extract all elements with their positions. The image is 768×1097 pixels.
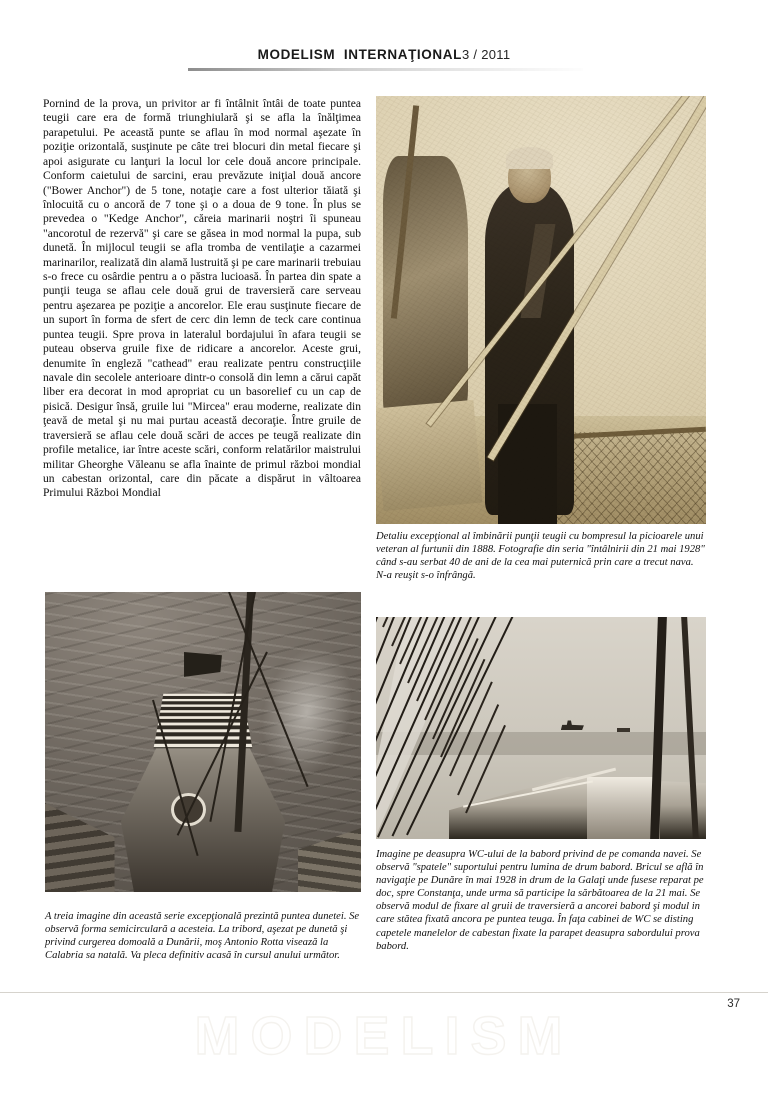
photo-deck-grating xyxy=(153,694,252,749)
photo-poop-deck xyxy=(45,592,361,892)
photo-wc-cabin xyxy=(587,777,660,839)
modelism-watermark: MODELISM xyxy=(194,1006,574,1066)
publication-title: MODELISM INTERNAŢIONAL xyxy=(257,47,462,62)
header-divider xyxy=(188,68,583,71)
caption-stern-photo: A treia imagine din această serie excepţională prezintă puntea dunetei. Se observă forma semicirculară a acesteia. La tribord, aşezat pe dunetă şi privind curgerea domoală a Dunării, moş Antonio Rotta visează la Calabria sa natală. Va pleca definitiv acasă în cursul anului următor. xyxy=(45,911,360,962)
photo-rigging-view xyxy=(376,617,706,839)
photo-veteran-on-deck xyxy=(376,96,706,524)
caption-veteran-photo: Detaliu excepţional al îmbinării punţii teugii cu bompresul la picioarele unui veteran al furtunii din 1888. Fotografie din seria "întâlnirii din 21 mai 1928" când s-au serbat 40 de ani de la cea mai puternică prin care a trecut nava. N-a reuşit s-o înfrângă. xyxy=(376,531,705,582)
page-number: 37 xyxy=(727,998,740,1010)
page-header xyxy=(0,46,768,64)
photo-distant-vessel-2 xyxy=(617,728,630,732)
caption-rigging-photo: Imagine pe deasupra WC-ului de la babord privind de pe comanda navei. Se observă "spatele" suportului pentru lumina de drum babord. Bricul se află în navigaţie pe Dunăre în mai 1928 in drum de la Galaţi unde fusese reparat pe doc, spre Constanţa, unde urma să participe la sărbătoarea de la 21 mai. Se observă modul de fixare al gruii de traversieră a ancorei babord şi modul in care stătea fixată ancora pe puntea teuga. În faţa cabinei de WC se disting capetele manelelor de cabestan fixate la parapet deasupra sabordului prova babord. xyxy=(376,849,704,952)
issue-number: 3 / 2011 xyxy=(461,47,511,62)
article-body-column xyxy=(43,97,361,501)
article-body-text: Pornind de la prova, un privitor ar fi întâlnit întâi de toate puntea teugii care era de formă triunghiulară şi se afla la înălţimea parapetului. Pe această punte se aflau în mod normal aşezate în poziţie orizontală, susţinute pe câte trei blocuri din metal fiecare şi apoi asigurate cu lanţuri la locul lor cele două ancore principale. Conform caietului de sarcini, erau prevăzute iniţial două ancore ("Bower Anchor") de 5 tone, notaţie care a fost ulterior tăiată şi înlocuită cu o ancoră de 7 tone şi o a doua de 9 tone. În plus se prevedea o "Kedge Anchor", căreia marinarii noştri îi spuneau "ancorotul de rezervă" şi care se găsea in mod normal la pupa, sub dunetă. În mijlocul teugii se afla tromba de ventilaţie a cazarmei marinarilor, realizată din alamă lustruită şi pe care marinarii trebuiau s-o frece cu osârdie pentru a o păstra lucioasă. În partea din spate a punţii teuga se aflau cele două grui de traversieră care serveau pentru aşezarea pe poziţie a ancorelor. Ele erau susţinute fiecare de un suport în forma de sfert de cerc din lemn de teck care continua puntea teugii. Spre prova in lateralul bordajului în afara teugii se puteau observa gruile fixe de ridicare a ancorelor. Aceste grui, denumite în engleză "cathead" erau realizate pentru construcţiile navale din secolele anterioare dintr-o consolă din lemn a cărui capăt liber era decorat in mod apropriat cu un basorelief cu un cap de pisică. Desigur însă, gruile lui "Mircea" erau moderne, realizate din ţeavă de metal şi nu mai purtau această decoraţie. Între gruile de traversieră se aflau cele două scări de acces pe teugă realizate din profile metalice, iar între aceste scări, conform relatărilor maistrului militar Gheorghe Văleanu se afla înainte de primul război mondial un cabestan orizontal, care din păcate a dispărut in vâltoarea Primului Război Mondial xyxy=(43,98,361,500)
footer-divider xyxy=(0,992,768,993)
photo-grain-overlay xyxy=(376,96,706,524)
